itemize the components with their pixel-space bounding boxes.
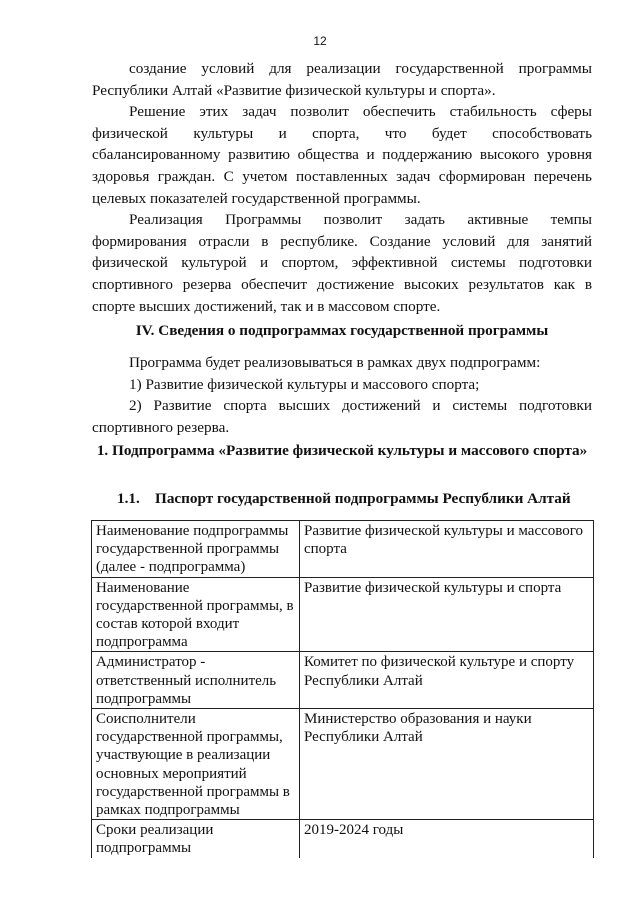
paragraph: Программа будет реализовываться в рамках двух подпрограмм: [129,354,541,371]
table-label-cell: Наименование подпрограммы государственной программы (далее - подпрограмма) [92,521,300,578]
subprogram-heading: 1. Подпрограмма «Развитие физической культуры и массового спорта» [96,442,588,459]
table-row [92,577,594,652]
table-label-cell: Соисполнители государственной программы, участвующие в реализации основных мероприятий государственной программы в рамках подпрограммы [92,709,300,820]
paragraph: Реализация Программы позволит задать активные темпы формирования отрасли в республике. Создание условий для занятий физической культурой и спортом, эффективной системы подготовки спортивного резерва обеспечит достижение высоких результатов как в спорте высших достижений, так и в массовом спорте. [92,211,592,315]
table-label-cell: Сроки реализации подпрограммы [92,820,300,858]
passport-heading [117,490,587,508]
page-number: 12 [313,34,327,48]
passport-heading-number: 1.1. [117,490,140,507]
subprograms-text [92,352,592,438]
table-row [92,521,594,578]
table-label-cell: Наименование государственной программы, в состав которой входит подпрограмма [92,577,300,652]
passport-heading-title: Паспорт государственной подпрограммы Республики Алтай [155,490,571,507]
paragraph: Решение этих задач позволит обеспечить стабильность сферы физической культуры и спорта, что будет способствовать сбалансированному развитию общества и поддержанию высокого уровня здоровья граждан. С учетом поставленных задач сформирован перечень целевых показателей государственной программы. [92,103,592,207]
passport-table [91,520,594,858]
table-label-cell: Администратор - ответственный исполнитель подпрограммы [92,652,300,709]
table-value-cell: Министерство образования и науки Республики Алтай [300,709,594,820]
table-value-cell: Развитие физической культуры и спорта [300,577,594,652]
paragraph: создание условий для реализации государственной программы Республики Алтай «Развитие физической культуры и спорта». [92,60,592,99]
table-row [92,820,594,858]
table-row [92,652,594,709]
intro-text [92,58,592,317]
table-value-cell: 2019-2024 годы [300,820,594,858]
table-value-cell: Комитет по физической культуре и спорту Республики Алтай [300,652,594,709]
table-row [92,709,594,820]
table-value-cell: Развитие физической культуры и массового спорта [300,521,594,578]
paragraph: 1) Развитие физической культуры и массового спорта; [129,375,480,393]
section-heading: IV. Сведения о подпрограммах государственной программы [135,322,549,339]
paragraph: 2) Развитие спорта высших достижений и системы подготовки спортивного резерва. [92,397,592,436]
